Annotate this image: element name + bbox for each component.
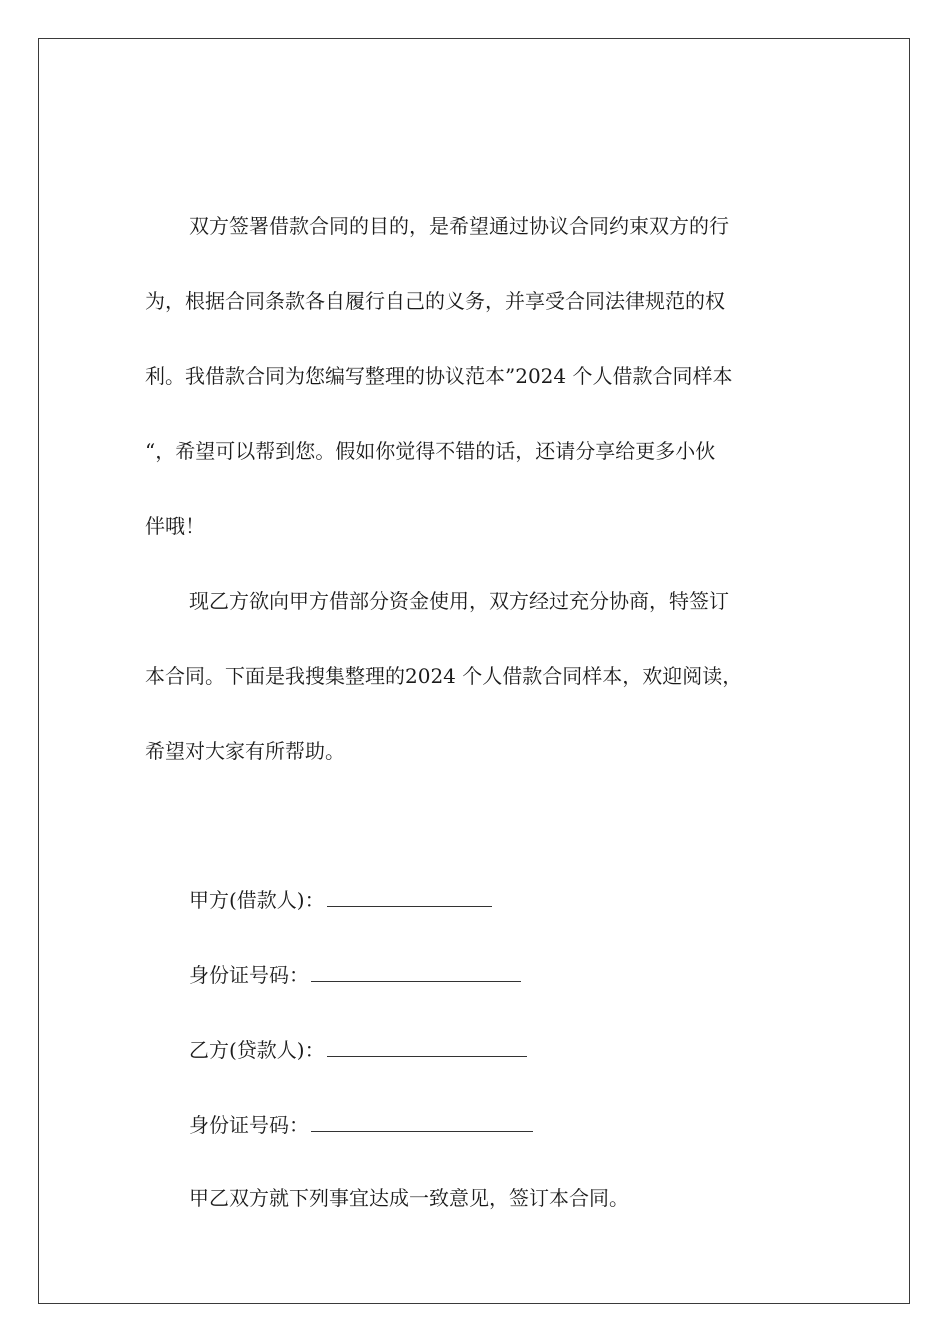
party-a-id-label: 身份证号码：: [189, 963, 309, 987]
paragraph-1-line-4: “，希望可以帮到您。假如你觉得不错的话，还请分享给更多小伙: [145, 439, 716, 463]
party-a-blank: [327, 888, 492, 907]
party-b-id-blank: [311, 1113, 533, 1132]
party-a-field: [189, 888, 492, 912]
party-b-id-field: [189, 1113, 533, 1137]
party-a-id-blank: [311, 963, 521, 982]
party-a-id-field: [189, 963, 521, 987]
paragraph-2-line-2: 本合同。下面是我搜集整理的2024 个人借款合同样本，欢迎阅读，: [145, 664, 743, 688]
paragraph-1-line-5: 伴哦！: [145, 514, 205, 538]
paragraph-1-line-1: 双方签署借款合同的目的，是希望通过协议合同约束双方的行: [189, 214, 729, 238]
paragraph-1-line-3: 利。我借款合同为您编写整理的协议范本”2024 个人借款合同样本: [145, 364, 733, 388]
paragraph-1-line-2: 为，根据合同条款各自履行自己的义务，并享受合同法律规范的权: [145, 289, 725, 313]
party-b-label: 乙方(贷款人)：: [189, 1038, 325, 1062]
closing-statement: 甲乙双方就下列事宜达成一致意见，签订本合同。: [189, 1186, 629, 1210]
paragraph-2-line-1: 现乙方欲向甲方借部分资金使用，双方经过充分协商，特签订: [189, 589, 729, 613]
party-b-field: [189, 1038, 527, 1062]
party-b-id-label: 身份证号码：: [189, 1113, 309, 1137]
party-b-blank: [327, 1038, 527, 1057]
paragraph-2-line-3: 希望对大家有所帮助。: [145, 739, 345, 763]
party-a-label: 甲方(借款人)：: [189, 888, 325, 912]
